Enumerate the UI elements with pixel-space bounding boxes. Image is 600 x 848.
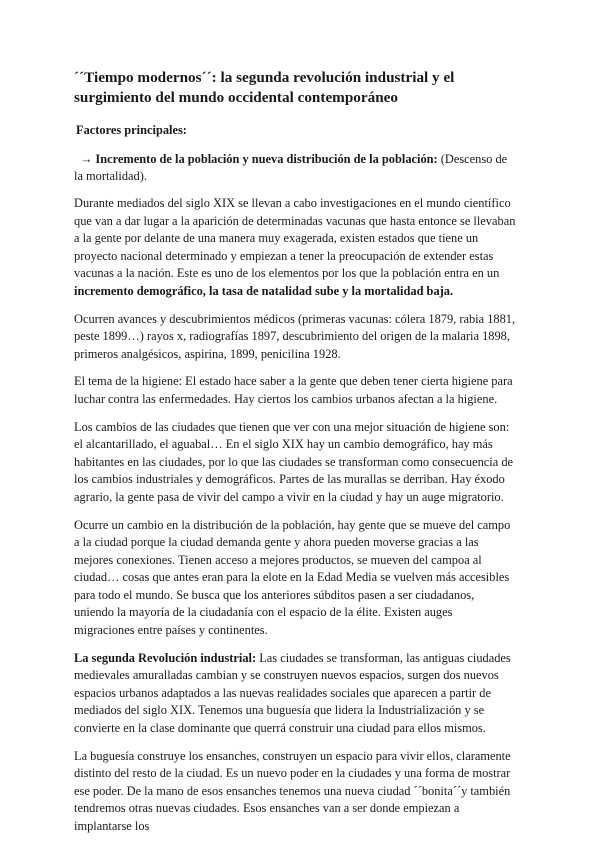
subheading-bold: Incremento de la población y nueva distribución de la población: — [95, 152, 438, 166]
section-heading: Factores principales: — [76, 123, 187, 137]
subheading — [74, 151, 516, 185]
paragraph-ensanches: La buguesía construye los ensanches, construyen un espacio para vivir ellos, claramente distinto del resto de la ciudad. Es un nuevo poder en la ciudades y una forma de mostrar ese poder. De la mano de esos ensanches tenemos una nueva ciudad ´´bonita´´y también tendremos otras nuevas ciudades. Esos ensanches van a ser donde empiezan a implantarse los — [74, 748, 511, 833]
paragraph-vacunas-text: Durante mediados del siglo XIX se llevan a cabo investigaciones en el mundo científico que van a dar lugar a la aparición de determinadas vacunas que hasta entonce se llevaban a la gente por delante de una manera muy exagerada, existen estados que tiene un proyecto nacional determinado y empiezan a tener la preocupación de extender estas vacunas a la nación. Este es uno de los elementos por los que la población entra en un — [74, 196, 516, 281]
arrow-icon: → — [80, 152, 93, 166]
paragraph-segunda-revolucion-text: Las ciudades se transforman, las antiguas ciudades medievales amuralladas cambian y se construyen nuevos espacios, surgen dos nuevos espacios urbanos adaptados a las nuevas realidades sociales que aparecen a partir de mediados del siglo XIX. Tenemos una buguesía que lidera la Industrialización y se convierte en la clase dominante que querrá construir una ciudad para ellos mismos. — [74, 650, 511, 736]
paragraph-segunda-revolucion — [74, 650, 516, 738]
paragraph-avances-medicos: Ocurren avances y descubrimientos médicos (primeras vacunas: cólera 1879, rabia 1881, peste 1899…) rayos x, radiografías 1897, descubrimiento del origen de la malaria 1898, primeros analgésicos, aspirina, 1899, penicilina 1928. — [74, 311, 516, 361]
paragraph-segunda-revolucion-bold: La segunda Revolución industrial: — [74, 650, 257, 665]
subheading-rest: (Descenso de la mortalidad). — [74, 152, 508, 183]
paragraph-vacunas-bold: incremento demográfico, la tasa de natalidad sube y la mortalidad baja. — [74, 283, 454, 298]
paragraph-distribucion-poblacion: Ocurre un cambio en la distribución de la población, hay gente que se mueve del campo a la ciudad porque la ciudad demanda gente y ahora pueden moverse gracias a las mejores conexiones. Tienen acceso a mejores productos, se mueven del campoa al ciudad… cosas que antes eran para la elote en la Edad Media se vuelven más accesibles para todo el mundo. Se busca que los anteriores súbditos pasen a ser ciudadanos, uniendo la mayoría de la ciudadanía con el espacio de la élite. Existen auges migraciones entre países y continentes. — [74, 517, 511, 638]
paragraph-vacunas — [74, 195, 516, 301]
paragraph-cambios-ciudades: Los cambios de las ciudades que tienen que ver con una mejor situación de higiene son: el alcantarillado, el aguabal… En el siglo XIX hay un cambio demográfico, hay más habitantes en las ciudades, por lo que las ciudades se transforman como consecuencia de los cambios industriales y demográficos. Partes de las murallas se derriban. Hay éxodo agrario, la gente pasa de vivir del campo a vivir en la ciudad y hay un auge migratorio. — [74, 419, 514, 504]
document-title: ´´Tiempo modernos´´: la segunda revolución industrial y el surgimiento del mundo occidental contemporáneo — [74, 69, 455, 106]
paragraph-higiene: El tema de la higiene: El estado hace saber a la gente que deben tener cierta higiene para luchar contra las enfermedades. Hay ciertos los cambios urbanos afectan a la higiene. — [74, 374, 513, 406]
